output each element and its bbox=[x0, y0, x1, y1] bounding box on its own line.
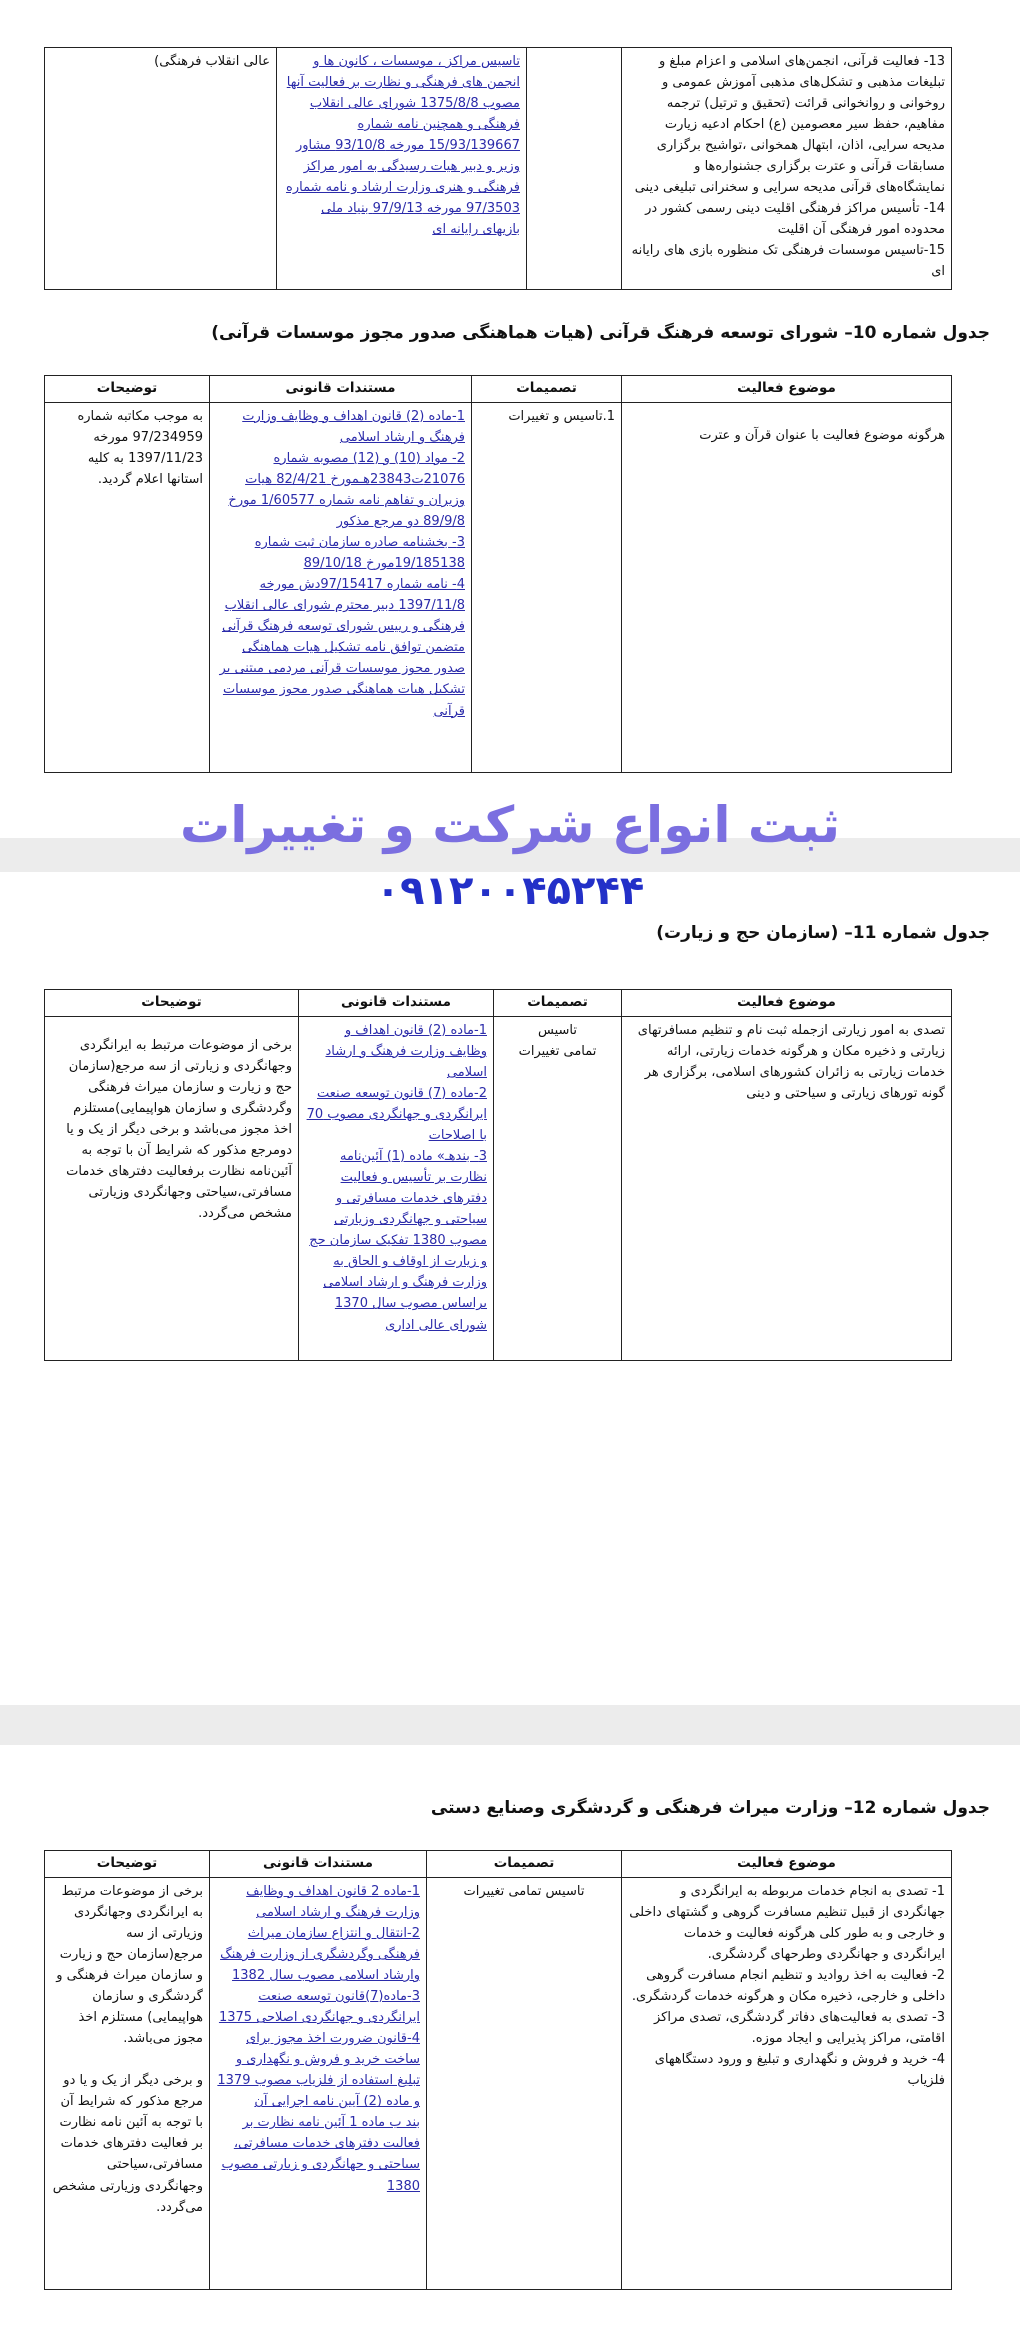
watermark-title: ثبت انواع شرکت و تغییرات bbox=[180, 796, 840, 854]
continued-table bbox=[44, 47, 952, 290]
col-header-activity: موضوع فعالیت bbox=[622, 1851, 952, 1878]
table-12 bbox=[44, 1850, 952, 2290]
activity-cell: تصدی به امور زیارتی ازجمله ثبت نام و تنظیم مسافرتهای زیارتی و ذخیره مکان و هرگونه خدمات زیارتی، ارائه خدمات زیارتی به زائران کشورهای اسلامی، برگزاری هر گونه تورهای زیارتی و سیاحتی و دینی bbox=[622, 1016, 952, 1360]
decisions-cell: 1.تاسیس و تغییرات bbox=[472, 402, 622, 772]
col-header-decisions: تصمیمات bbox=[472, 376, 622, 403]
col-header-legal: مستندات قانونی bbox=[210, 1851, 427, 1878]
table-row bbox=[45, 1877, 952, 2289]
col-header-activity: موضوع فعالیت bbox=[622, 990, 952, 1017]
table-row bbox=[45, 402, 952, 772]
notes-cell: به موجب مکاتبه شماره 97/234959 مورخه 1397/11/23 به کلیه استانها اعلام گردید. bbox=[45, 402, 210, 772]
col-header-activity: موضوع فعالیت bbox=[622, 376, 952, 403]
table-10-caption: جدول شماره 10– شورای توسعه فرهنگ قرآنی (هیات هماهنگی صدور مجوز موسسات قرآنی) bbox=[211, 323, 990, 343]
col-header-legal: مستندات قانونی bbox=[210, 376, 472, 403]
notes-cell: برخی از موضوعات مرتبط به ایرانگردی وجهانگردی و زیارتی از سه مرجع(سازمان حج و زیارت و سازمان میراث فرهنگی وگردشگری و سازمان هواپیمایی)مستلزم اخذ مجوز می‌باشد و برخی دیگر از یک و یا دومرجع مذکور که شرایط آن با توجه به آئین‌نامه نظارت برفعالیت دفترهای خدمات مسافرتی،سیاحتی وجهانگردی وزیارتی مشخص می‌گردد. bbox=[45, 1016, 299, 1360]
col-header-decisions: تصمیمات bbox=[427, 1851, 622, 1878]
legal-basis-cell: 1-ماده (2) قانون اهداف و وظایف وزارت فرهنگ و ارشاد اسلامی 2- مواد (10) و (12) مصوبه شماره 21076ت23843هـمورخ 82/4/21 هیات وزیران و تفاهم نامه شماره 1/60577 مورخ 89/9/8 دو مرجع مذکور 3- بخشنامه صادره سازمان ثبت شماره 19/185138مورخ 89/10/18 4- نامه شماره 97/15417دش مورخه 1397/11/8 دبیر محترم شورای عالی انقلاب فرهنگی و رییس شورای توسعه فرهنگ قرآنی متضمن توافق نامه تشکیل هیات هماهنگی صدور مجوز موسسات قرآنی مردمی مبتنی بر تشکیل هیات هماهنگی صدور مجوز موسسات قرآنی bbox=[210, 402, 472, 772]
legal-basis-cell: تاسیس مراکز ، موسسات ، کانون ها و انجمن های فرهنگی و نظارت بر فعالیت آنها مصوب 1375/8/8 شورای عالی انقلاب فرهنگی و همچنین نامه شماره 15/93/139667 مورخه 93/10/8 مشاور وزیر و دبیر هیات رسیدگی به امور مراکز فرهنگی و هنری وزارت ارشاد و نامه شماره 97/3503 مورخه 97/9/13 بنیاد ملی بازیهای رایانه ای bbox=[277, 48, 527, 290]
table-11-caption: جدول شماره 11– (سازمان حج و زیارت) bbox=[656, 923, 990, 943]
activity-cell: هرگونه موضوع فعالیت با عنوان قرآن و عترت bbox=[622, 402, 952, 772]
notes-cell: عالی انقلاب فرهنگی) bbox=[45, 48, 277, 290]
table-row bbox=[45, 48, 952, 290]
activity-cell: 13- فعالیت قرآنی، انجمن‌های اسلامی و اعزام مبلغ و تبلیغات مذهبی و تشکل‌های مذهبی آموزش عمومی و روخوانی و روانخوانی قرائت (تحقیق و ترتیل) ترجمه مفاهیم، حفظ سیر معصومین (ع) احکام ادعیه زیارت مدیحه سرایی، اذان، ابتهال همخوانی ،تواشیح برگزاری مسابقات قرآنی و عترت برگزاری جشنواره‌ها و نمایشگاه‌های قرآنی مدیحه سرایی و سخنرانی تبلیغی دینی 14- تأسیس مراکز فرهنگی اقلیت دینی رسمی کشور در محدوده امور فرهنگی آن اقلیت 15-تاسیس موسسات فرهنگی تک منظوره بازی های رایانه ای bbox=[622, 48, 952, 290]
activity-cell: 1- تصدی به انجام خدمات مربوطه به ایرانگردی و جهانگردی از قبیل تنظیم مسافرت گروهی و گشتهای داخلی و خارجی و به طور کلی هرگونه فعالیت و خدمات ایرانگردی و جهانگردی وطرحهای گردشگری. 2- فعالیت به اخذ روادید و تنظیم انجام مسافرت گروهی داخلی و خارجی، ذخیره مکان و هرگونه خدمات گردشگری. 3- تصدی به فعالیت‌های دفاتر گردشگری، تصدی مراکز اقامتی، مراکز پذیرایی و ایجاد موزه. 4- خرید و فروش و نگهداری و تبلیغ و ورود دستگاههای فلزیاب bbox=[622, 1877, 952, 2289]
col-header-notes: توضیحات bbox=[45, 376, 210, 403]
watermark-phone: ۰۹۱۲۰۰۴۵۲۴۴ bbox=[375, 868, 645, 914]
header-row bbox=[45, 1851, 952, 1878]
legal-basis-cell: 1-ماده (2) قانون اهداف و وظایف وزارت فرهنگ و ارشاد اسلامی 2-ماده (7) قانون توسعه صنعت ایرانگردی و جهانگردی مصوب 70 با اصلاحات 3- بندهـ» ماده (1) آئین‌نامه نظارت بر تأسیس و فعالیت دفترهای خدمات مسافرتی و سیاحتی و جهانگردی وزیارتی مصوب 1380 تفکیک سازمان حج و زیارت از اوقاف و الحاق به وزارت فرهنگ و ارشاد اسلامی براساس مصوب سال 1370 شورای عالی اداری bbox=[299, 1016, 494, 1360]
col-header-legal: مستندات قانونی bbox=[299, 990, 494, 1017]
decisions-cell bbox=[527, 48, 622, 290]
decisions-cell: تاسیس تمامی تغییرات bbox=[494, 1016, 622, 1360]
notes-cell: برخی از موضوعات مرتبط به ایرانگردی وجهانگردی وزیارتی از سه مرجع(سازمان حج و زیارت و سازمان میراث فرهنگی و گردشگری و سازمان هواپیمایی) مستلزم اخذ مجوز می‌باشد. و برخی دیگر از یک و یا دو مرجع مذکور که شرایط آن با توجه به آئین نامه نظارت بر فعالیت دفترهای خدمات مسافرتی،سیاحتی وجهانگردی وزیارتی مشخص می‌گردد. bbox=[45, 1877, 210, 2289]
header-row bbox=[45, 990, 952, 1017]
decisions-cell: تاسیس تمامی تغییرات bbox=[427, 1877, 622, 2289]
legal-basis-cell: 1-ماده 2 قانون اهداف و وظایف وزارت فرهنگ و ارشاد اسلامی 2-انتقال و انتزاع سازمان میراث فرهنگی وگردشگری از وزارت فرهنگ وارشاد اسلامی مصوب سال 1382 3-ماده(7)قانون توسعه صنعت ایرانگردی و جهانگردی اصلاحی 1375 4-قانون ضرورت اخذ مجوز برای ساخت خرید و فروش و نگهداری و تبلیغ استفاده از فلزیاب مصوب 1379 و ماده (2) آیین نامه اجرایی آن بند ب ماده 1 آئین نامه نظارت بر فعالیت دفترهای خدمات مسافرتی، سیاحتی و جهانگردی و زیارتی مصوب 1380 bbox=[210, 1877, 427, 2289]
table-11 bbox=[44, 989, 952, 1361]
table-10 bbox=[44, 375, 952, 773]
table-12-caption: جدول شماره 12– وزارت میراث فرهنگی و گردشگری وصنایع دستی bbox=[430, 1798, 990, 1818]
col-header-notes: توضیحات bbox=[45, 1851, 210, 1878]
header-row bbox=[45, 376, 952, 403]
col-header-notes: توضیحات bbox=[45, 990, 299, 1017]
col-header-decisions: تصمیمات bbox=[494, 990, 622, 1017]
page-gap-band bbox=[0, 1705, 1020, 1745]
table-row bbox=[45, 1016, 952, 1360]
